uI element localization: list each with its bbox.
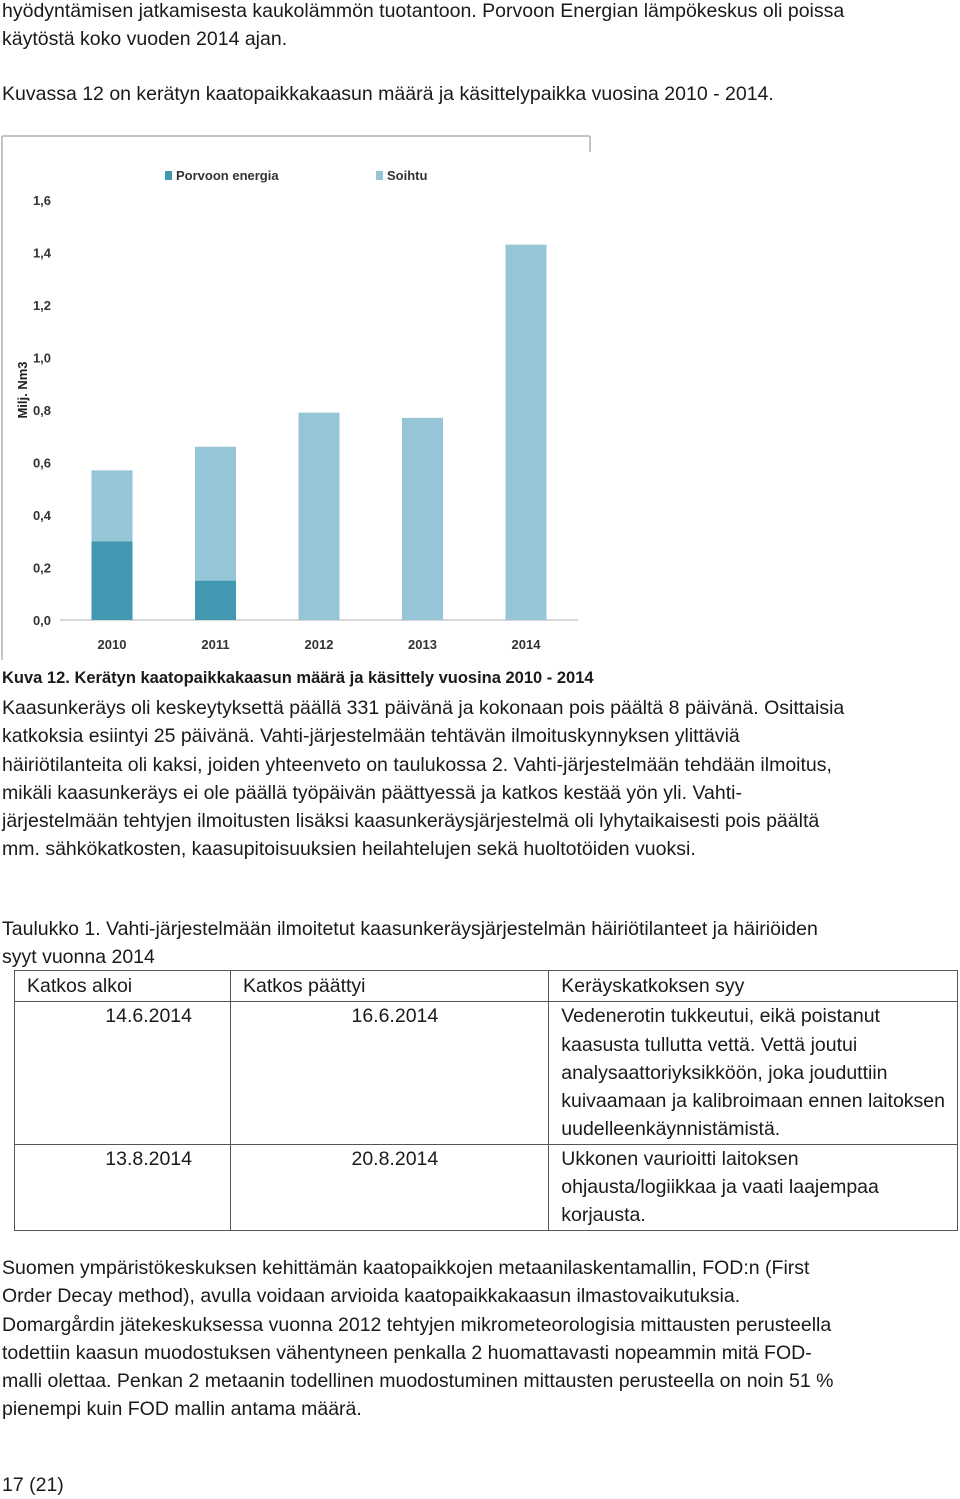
cell-start: 13.8.2014: [15, 1144, 231, 1230]
table-caption-line: Taulukko 1. Vahti-järjestelmään ilmoitetut kaasunkeräysjärjestelmän häiriötilanteet ja häiriöiden: [2, 918, 818, 940]
paragraph-2-line: Order Decay method), avulla voidaan arvioida kaatopaikkakaasun ilmastovaikutuksia.: [2, 1285, 741, 1308]
intro-line-3: Kuvassa 12 on kerätyn kaatopaikkakaasun määrä ja käsittelypaikka vuosina 2010 - 2014.: [2, 83, 774, 105]
cause-line: Ukkonen vaurioitti laitoksen: [561, 1147, 799, 1170]
paragraph-1-line: Kaasunkeräys oli keskeytyksettä päällä 331 päivänä ja kokonaan pois päältä 8 päivänä. Osittaisia: [2, 697, 845, 719]
paragraph-2-line: Domargårdin jätekeskuksessa vuonna 2012 tehtyjen mikrometeorologisia mittausten perusteella: [2, 1313, 832, 1336]
paragraph-1-line: mm. sähkökatkosten, kaasupitoisuuksien heilahtelujen sekä huoltotöiden vuoksi.: [2, 838, 696, 861]
table-row: [15, 1144, 958, 1230]
legend-label: Soihtu: [387, 168, 428, 183]
x-tick-label: 2013: [408, 637, 437, 652]
figure-caption: Kuva 12. Kerätyn kaatopaikkakaasun määrä ja käsittely vuosina 2010 - 2014: [2, 669, 594, 687]
paragraph-1-line: häiriötilanteita oli kaksi, joiden yhteenveto on taulukossa 2. Vahti-järjestelmään tehdään ilmoitus,: [2, 753, 832, 776]
paragraph-1-line: katkoksia esiintyi 25 päivänä. Vahti-järjestelmään tehtävän ilmoituskynnyksen ylittäviä: [2, 725, 740, 748]
y-tick-label: 0,0: [32, 613, 52, 628]
cause-line: kaasusta tullutta vettä. Vettä joutui: [561, 1033, 858, 1056]
bar-soihtu-2010: [92, 470, 133, 541]
paragraph-1-line: järjestelmään tehtyjen ilmoitusten lisäksi kaasunkeräysjärjestelmä oli lyhytaikaisesti pois päältä: [2, 810, 820, 833]
y-tick-label: 1,0: [32, 350, 52, 366]
incident-table: [14, 970, 958, 1231]
paragraph-2: [2, 1254, 952, 1424]
cause-line: Vedenerotin tukkeutui, eikä poistanut: [561, 1005, 880, 1028]
table-caption-line: syyt vuonna 2014: [2, 946, 155, 969]
bar-soihtu-2013: [402, 418, 443, 620]
y-axis-label: Milj. Nm3: [15, 361, 30, 419]
legend-label: Porvoon energia: [176, 168, 279, 183]
y-tick-label: 1,6: [32, 193, 52, 208]
cause-line: analysaattoriyksikköön, joka jouduttiin: [561, 1061, 888, 1084]
gas-volume-chart: [0, 132, 600, 660]
chart-bars: [92, 245, 547, 620]
table-header-row: [15, 971, 958, 1002]
paragraph-2-line: Suomen ympäristökeskuksen kehittämän kaatopaikkojen metaanilaskentamallin, FOD:n (First: [2, 1257, 810, 1279]
y-tick-label: 0,8: [32, 403, 52, 418]
chart-legend: [165, 168, 427, 183]
cell-start: 14.6.2014: [15, 1002, 231, 1144]
x-tick-label: 2011: [201, 637, 230, 652]
x-axis-ticks: [98, 637, 542, 652]
cell-end: 16.6.2014: [231, 1002, 549, 1144]
bar-soihtu-2011: [195, 447, 236, 581]
cell-cause: [549, 1144, 958, 1230]
intro-line-2: käytöstä koko vuoden 2014 ajan.: [2, 28, 288, 50]
cause-line: kuivaamaan ja kalibroimaan ennen laitoksen: [561, 1090, 945, 1113]
y-tick-label: 0,4: [32, 508, 52, 523]
header-cause: Keräyskatkoksen syy: [549, 971, 958, 1002]
bar-porvoon-energia-2011: [195, 581, 236, 620]
bar-soihtu-2012: [299, 413, 340, 620]
cell-cause: [549, 1002, 958, 1144]
table-row: [15, 1002, 958, 1144]
cell-end: 20.8.2014: [231, 1144, 549, 1230]
legend-swatch: [165, 171, 172, 180]
y-tick-label: 1,4: [32, 245, 52, 261]
paragraph-1-line: mikäli kaasunkeräys ei ole päällä työpäivän päättyessä ja katkos kestää yön yli. Vahti-: [2, 781, 742, 804]
paragraph-2-line: todettiin kaasun muodostuksen vähentyneen penkalla 2 huomattavasti nopeammin mitä FOD-: [2, 1341, 812, 1364]
bar-soihtu-2014: [506, 245, 547, 620]
x-tick-label: 2010: [97, 637, 127, 652]
x-tick-label: 2014: [511, 637, 541, 652]
cause-line: korjausta.: [561, 1204, 646, 1227]
header-end: Katkos päättyi: [231, 971, 549, 1002]
y-tick-label: 0,6: [32, 455, 52, 471]
paragraph-2-line: malli olettaa. Penkan 2 metaanin todellinen muodostuminen mittausten perusteella on noin 51 %: [2, 1370, 834, 1393]
cause-line: ohjausta/logiikkaa ja vaati laajempaa: [561, 1176, 879, 1199]
paragraph-2-line: pienempi kuin FOD mallin antama määrä.: [2, 1398, 362, 1421]
bar-porvoon-energia-2010: [92, 541, 133, 620]
table-caption: [2, 915, 952, 972]
legend-swatch: [376, 171, 383, 180]
y-tick-label: 0,2: [32, 560, 52, 576]
paragraph-1: [2, 694, 952, 864]
page-number: 17 (21): [2, 1474, 64, 1496]
header-start: Katkos alkoi: [15, 971, 231, 1002]
y-axis-ticks: [33, 193, 52, 628]
cause-line: uudelleenkäynnistämistä.: [561, 1118, 781, 1141]
y-tick-label: 1,2: [32, 298, 52, 313]
x-tick-label: 2012: [304, 637, 334, 652]
intro-line-1: hyödyntämisen jatkamisesta kaukolämmön tuotantoon. Porvoon Energian lämpökeskus oli poissa: [2, 0, 845, 22]
